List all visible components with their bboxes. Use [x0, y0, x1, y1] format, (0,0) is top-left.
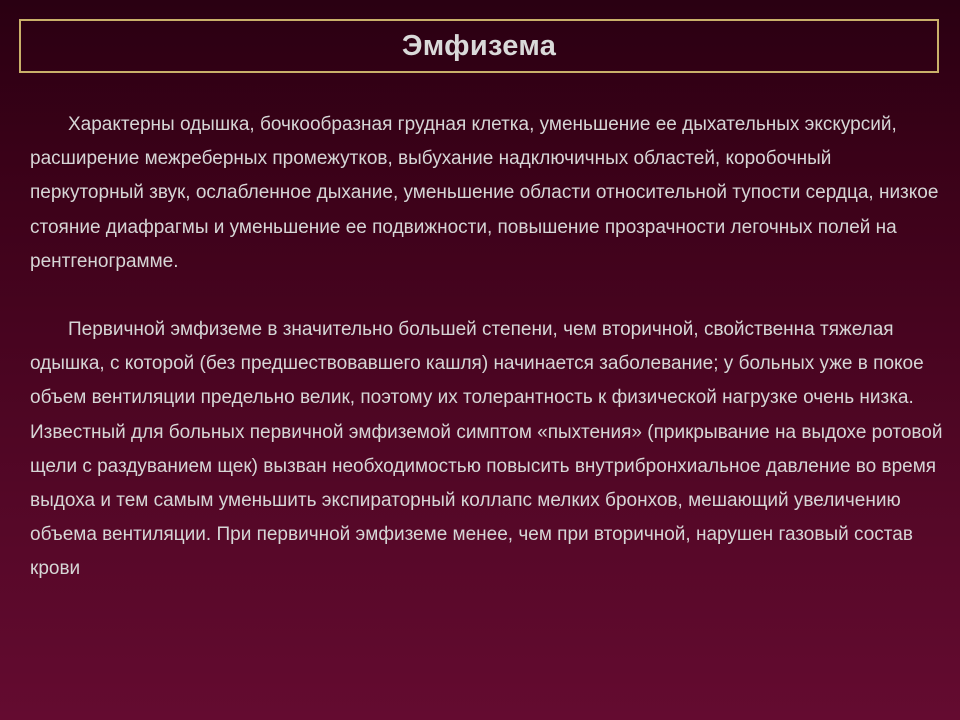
- paragraph-symptoms: Характерны одышка, бочкообразная грудная клетка, уменьшение ее дыхательных экскурсий, расширение межреберных промежутков, выбухание надключичных областей, коробочный перкуторный звук, ослабленное дыхание, уменьшение области относительной тупости сердца, низкое стояние диафрагмы и уменьшение ее подвижности, повышение прозрачности легочных полей на рентгенограмме.: [30, 114, 939, 272]
- title-frame: [19, 19, 939, 73]
- paragraph-primary-emphysema: Первичной эмфиземе в значительно большей степени, чем вторичной, свойственна тяжелая одышка, с которой (без предшествовавшего кашля) начинается заболевание; у больных уже в покое объем вентиляции предельно велик, поэтому их толерантность к физической нагрузке очень низка. Известный для больных первичной эмфиземой симптом «пыхтения» (прикрывание на выдохе ротовой щели с раздуванием щек) вызван необходимостью повысить внутрибронхиальное давление во время выдоха и тем самым уменьшить экспираторный коллапс мелких бронхов, мешающий увеличению объема вентиляции. При первичной эмфиземе менее, чем при вторичной, нарушен газовый состав крови: [30, 319, 943, 580]
- slide-body: [30, 108, 945, 587]
- slide-title: Эмфизема: [401, 29, 557, 62]
